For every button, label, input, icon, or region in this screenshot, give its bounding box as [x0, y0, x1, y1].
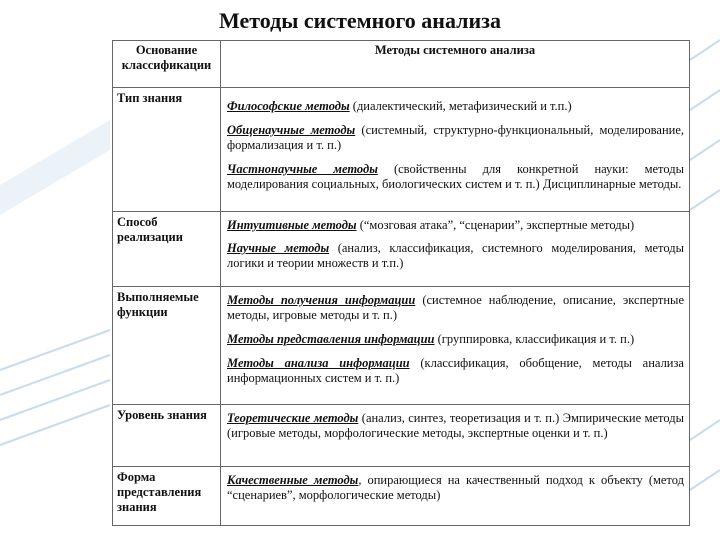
row-key: Уровень знания	[113, 405, 221, 467]
method-entry: Теоретические методы (анализ, синтез, теоретизация и т. п.) Эмпирические методы (игровые методы, морфологические методы, экспертные оценки и т. п.)	[227, 411, 685, 440]
row-key: Выполняемые функции	[113, 287, 221, 405]
method-entry: Частнонаучные методы (свойственны для конкретной науки: методы моделирования социальных, биологических систем и т. п.) Дисциплинарные методы.	[227, 162, 685, 191]
row-key: Способ реализации	[113, 212, 221, 287]
methods-table	[112, 40, 690, 526]
header-basis: Основание классификации	[113, 41, 221, 88]
method-entry: Методы получения информации (системное наблюдение, описание, экспертные методы, игровые методы и т. п.)	[227, 293, 684, 322]
method-entry: Научные методы (анализ, классификация, системного моделирования, методы логики и теории множеств и т.п.)	[227, 241, 684, 270]
method-entry: Методы представления информации (группировка, классификация и т. п.)	[227, 332, 635, 346]
table-row	[113, 467, 690, 526]
row-methods	[221, 88, 690, 212]
method-entry: Общенаучные методы (системный, структурно-функциональный, моделирование, формализация и т. п.)	[227, 123, 684, 152]
method-entry: Философские методы (диалектический, метафизический и т.п.)	[227, 99, 572, 113]
row-methods	[221, 405, 690, 467]
table-row	[113, 212, 690, 287]
row-methods	[221, 467, 690, 526]
header-methods: Методы системного анализа	[221, 41, 690, 88]
table-row	[113, 405, 690, 467]
row-methods	[221, 212, 690, 287]
table-row	[113, 287, 690, 405]
method-entry: Качественные методы, опирающиеся на качественный подход к объекту (метод “сценариев”, морфологические методы)	[227, 473, 684, 502]
page-title: Методы системного анализа	[218, 8, 502, 33]
row-key: Тип знания	[113, 88, 221, 212]
row-methods	[221, 287, 690, 405]
method-entry: Методы анализа информации (классификация, обобщение, методы анализа информационных систем и т. п.)	[227, 356, 684, 385]
method-entry: Интуитивные методы (“мозговая атака”, “сценарии”, экспертные методы)	[227, 218, 635, 232]
row-key: Форма представления знания	[113, 467, 221, 526]
table-row	[113, 88, 690, 212]
table-header-row	[113, 41, 690, 88]
